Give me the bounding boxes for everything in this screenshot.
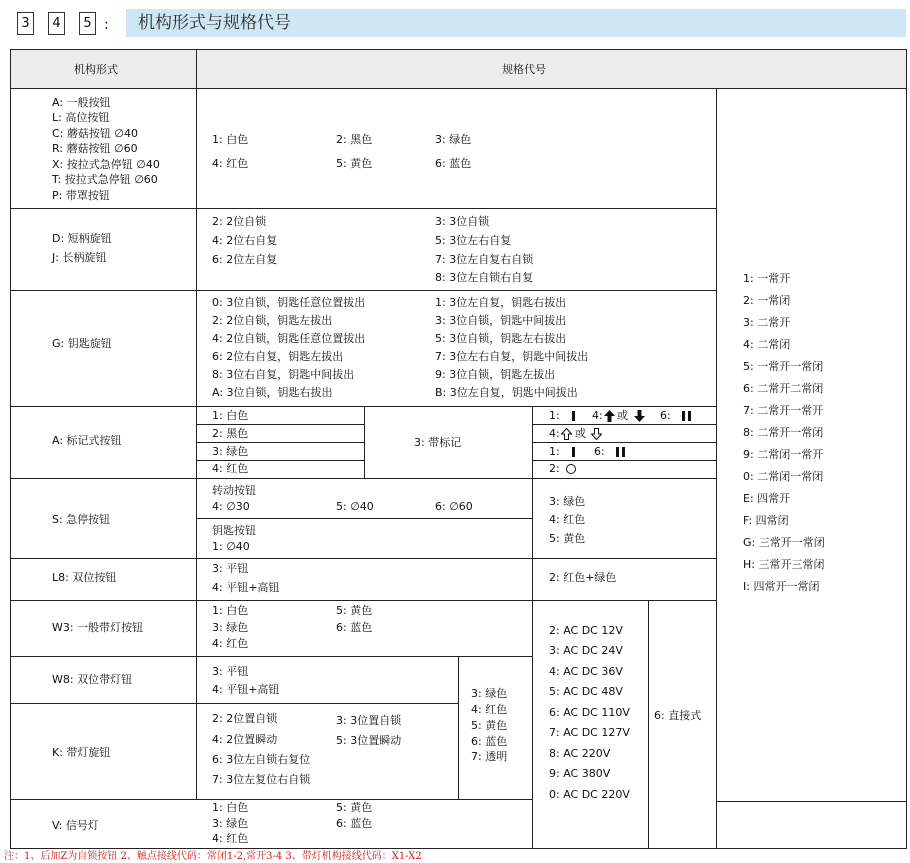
type-item: P: 带罩按钮 [52, 189, 110, 202]
spec-item: 7: 3位左右自复，钥匙中间拔出 [435, 350, 589, 363]
color-item: 6: 蓝色 [336, 817, 373, 830]
contact-item: 9: 二常闭一常开 [743, 448, 824, 461]
type-item: L8: 双位按钮 [52, 571, 117, 584]
contact-item: 2: 一常闭 [743, 294, 791, 307]
color-item: 3: 绿色 [212, 817, 249, 830]
page-title: 机构形式与规格代号 [138, 13, 291, 33]
symbol-code: 6: [594, 445, 605, 458]
color-item: 1: 白色 [212, 604, 249, 617]
type-item: G: 钥匙旋钮 [52, 337, 112, 350]
color-item: 2: 黑色 [336, 133, 373, 146]
voltage-item: 4: AC DC 36V [549, 665, 623, 678]
symbol-code: 1: [549, 409, 560, 422]
spec-item: 0: 3位自锁，钥匙任意位置拔出 [212, 296, 366, 309]
column-header-bg [10, 50, 907, 88]
spec-item: 6: 3位左自锁右复位 [212, 753, 311, 766]
color-item: 4: 红色 [212, 462, 249, 475]
spec-item: 3: 平钮 [212, 562, 249, 575]
color-item: 6: 蓝色 [435, 157, 472, 170]
color-item: 5: 黄色 [549, 532, 586, 545]
color-item: 1: 白色 [212, 801, 249, 814]
contact-item: 1: 一常开 [743, 272, 791, 285]
spec-item: 2: 2位自锁 [212, 215, 267, 228]
key-label: 钥匙按钮 [212, 524, 256, 537]
type-item: T: 按拉式急停钮 ∅60 [52, 173, 158, 186]
type-item: X: 按拉式急停钮 ∅40 [52, 158, 160, 171]
symbol-code: 4: [549, 427, 560, 440]
color-item: 3: 绿色 [212, 445, 249, 458]
spec-item: 8: 3位左自锁右自复 [435, 271, 534, 284]
contact-item: 0: 二常闭一常闭 [743, 470, 824, 483]
color-item: 1: 白色 [212, 133, 249, 146]
column-header-spec: 规格代号 [502, 63, 546, 76]
arrow-down-filled-icon [634, 410, 645, 422]
voltage-item: 3: AC DC 24V [549, 644, 623, 657]
symbol-or: 或 [617, 409, 628, 422]
color-item: 3: 绿色 [212, 621, 249, 634]
color-item: 5: 黄色 [336, 157, 373, 170]
double-bar-symbol [616, 447, 625, 457]
lamp-color: 3: 绿色 [471, 687, 508, 700]
spec-item: 5: 3位自锁，钥匙左右拔出 [435, 332, 567, 345]
spec-item: 3: 3位自锁 [435, 215, 490, 228]
color-item: 2: 黑色 [212, 427, 249, 440]
color-item: 5: 黄色 [336, 801, 373, 814]
voltage-item: 5: AC DC 48V [549, 685, 623, 698]
spec-item: 9: 3位自锁，钥匙左拔出 [435, 368, 556, 381]
type-item: J: 长柄旋钮 [52, 251, 107, 264]
spec-item: A: 3位自锁，钥匙右拔出 [212, 386, 333, 399]
color-item: 2: 红色+绿色 [549, 571, 617, 584]
contact-item: F: 四常闭 [743, 514, 789, 527]
spec-item: 3: 平钮 [212, 665, 249, 678]
turn-option: 4: ∅30 [212, 500, 250, 513]
spec-item: 4: 2位自锁，钥匙任意位置拔出 [212, 332, 366, 345]
spec-item: B: 3位左自复，钥匙中间拔出 [435, 386, 578, 399]
arrow-down-outline-icon [591, 428, 602, 440]
column-header-mechanism: 机构形式 [74, 63, 118, 76]
spec-item: 6: 2位右自复，钥匙左拔出 [212, 350, 344, 363]
spec-item: 7: 3位左自复右自锁 [435, 253, 534, 266]
spec-item: 4: 平钮+高钮 [212, 581, 280, 594]
contact-item: 5: 一常开一常闭 [743, 360, 824, 373]
header-colon: : [104, 17, 109, 33]
lamp-color: 5: 黄色 [471, 719, 508, 732]
code-box-5: 5 [79, 12, 96, 35]
code-box-4: 4 [48, 12, 65, 35]
voltage-item: 0: AC DC 220V [549, 788, 630, 801]
double-bar-symbol [682, 411, 691, 421]
type-item: L: 高位按钮 [52, 111, 110, 124]
spec-item: 7: 3位左复位右自锁 [212, 773, 311, 786]
type-item: C: 蘑菇按钮 ∅40 [52, 127, 138, 140]
circle-symbol [566, 464, 576, 474]
spec-item: 2: 2位置自锁 [212, 712, 278, 725]
turn-label: 转动按钮 [212, 484, 256, 497]
type-item: W8: 双位带灯钮 [52, 673, 133, 686]
contact-item: 7: 二常开一常开 [743, 404, 824, 417]
type-item: K: 带灯旋钮 [52, 746, 111, 759]
contact-item: 3: 二常开 [743, 316, 791, 329]
type-item: A: 一般按钮 [52, 96, 111, 109]
color-item: 4: 红色 [212, 637, 249, 650]
contact-item: I: 四常开一常闭 [743, 580, 820, 593]
key-option: 1: ∅40 [212, 540, 250, 553]
color-item: 1: 白色 [212, 409, 249, 422]
color-item: 3: 绿色 [435, 133, 472, 146]
voltage-item: 8: AC 220V [549, 747, 611, 760]
contact-item: 8: 二常开一常闭 [743, 426, 824, 439]
symbol-code: 6: [660, 409, 671, 422]
spec-item: 8: 3位右自复，钥匙中间拔出 [212, 368, 355, 381]
color-item: 4: 红色 [212, 157, 249, 170]
type-item: R: 蘑菇按钮 ∅60 [52, 142, 138, 155]
voltage-item: 6: AC DC 110V [549, 706, 630, 719]
symbol-or: 或 [575, 427, 586, 440]
voltage-item: 7: AC DC 127V [549, 726, 630, 739]
contact-item: 4: 二常闭 [743, 338, 791, 351]
contact-item: H: 三常开三常闭 [743, 558, 825, 571]
spec-item: 4: 平钮+高钮 [212, 683, 280, 696]
direct-mount: 6: 直接式 [654, 709, 702, 722]
spec-item: 3: 3位置自锁 [336, 714, 402, 727]
arrow-up-filled-icon [604, 410, 615, 422]
voltage-item: 2: AC DC 12V [549, 624, 623, 637]
type-item: D: 短柄旋钮 [52, 232, 112, 245]
footnote: 注：1、后加Z为自锁按钮 2、触点接线代码：常闭1-2,常开3-4 3、带灯机构接线代码：X1-X2 [4, 851, 422, 862]
bar-symbol [572, 411, 575, 421]
lamp-color: 7: 透明 [471, 750, 508, 763]
mark-label: 3: 带标记 [414, 436, 462, 449]
turn-option: 6: ∅60 [435, 500, 473, 513]
type-item: A: 标记式按钮 [52, 434, 122, 447]
lamp-color: 6: 蓝色 [471, 735, 508, 748]
symbol-code: 2: [549, 462, 560, 475]
contact-item: G: 三常开一常闭 [743, 536, 825, 549]
symbol-code: 1: [549, 445, 560, 458]
lamp-color: 4: 红色 [471, 703, 508, 716]
spec-item: 2: 2位自锁，钥匙左拔出 [212, 314, 333, 327]
voltage-item: 9: AC 380V [549, 767, 611, 780]
bar-symbol [572, 447, 575, 457]
color-item: 5: 黄色 [336, 604, 373, 617]
type-item: S: 急停按钮 [52, 513, 111, 526]
turn-option: 5: ∅40 [336, 500, 374, 513]
spec-item: 4: 2位右自复 [212, 234, 278, 247]
color-item: 4: 红色 [212, 832, 249, 845]
arrow-up-outline-icon [561, 428, 572, 440]
code-box-3: 3 [17, 12, 34, 35]
type-item: W3: 一般带灯按钮 [52, 621, 144, 634]
symbol-code: 4: [592, 409, 603, 422]
contact-item: E: 四常开 [743, 492, 791, 505]
spec-item: 5: 3位置瞬动 [336, 734, 402, 747]
spec-item: 5: 3位左右自复 [435, 234, 512, 247]
spec-item: 6: 2位左自复 [212, 253, 278, 266]
contact-item: 6: 二常开二常闭 [743, 382, 824, 395]
spec-item: 3: 3位自锁，钥匙中间拔出 [435, 314, 567, 327]
color-item: 6: 蓝色 [336, 621, 373, 634]
color-item: 3: 绿色 [549, 495, 586, 508]
spec-item: 1: 3位左自复，钥匙右拔出 [435, 296, 567, 309]
color-item: 4: 红色 [549, 513, 586, 526]
spec-item: 4: 2位置瞬动 [212, 733, 278, 746]
type-item: V: 信号灯 [52, 819, 99, 832]
